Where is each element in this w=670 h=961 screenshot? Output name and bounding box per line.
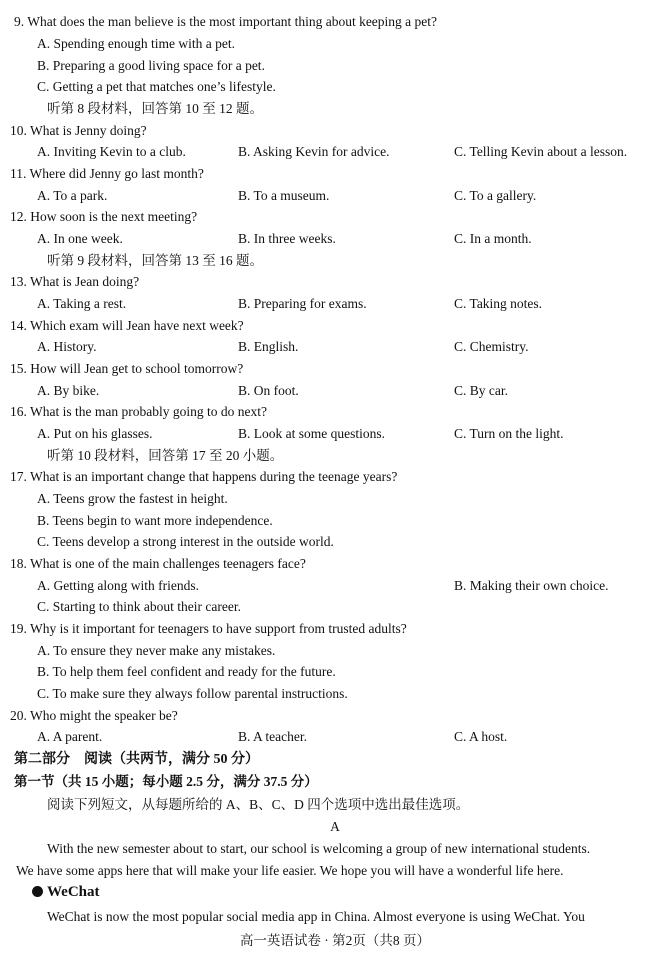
instruction-section-9: 听第 9 段材料，回答第 13 至 16 题。: [47, 253, 263, 268]
question-20-option-a: A. A parent.: [37, 729, 103, 744]
question-10-stem: 10. What is Jenny doing?: [10, 123, 147, 138]
question-20-option-c: C. A host.: [454, 729, 508, 744]
question-17-option-b: B. Teens begin to want more independence.: [37, 513, 273, 528]
question-11-stem: 11. Where did Jenny go last month?: [10, 166, 204, 181]
question-19-stem: 19. Why is it important for teenagers to have support from trusted adults?: [10, 621, 407, 636]
question-13-options: [0, 293, 670, 315]
question-18-options-row: [0, 575, 670, 597]
wechat-heading: [32, 882, 670, 904]
question-19-option-a: A. To ensure they never make any mistakes.: [37, 643, 276, 658]
question-11-option-c: C. To a gallery.: [454, 188, 537, 203]
question-16-option-b: B. Look at some questions.: [238, 426, 385, 441]
reading-instruction: 阅读下列短文，从每题所给的 A、B、C、D 四个选项中选出最佳选项。: [47, 797, 470, 812]
question-9-option-a: A. Spending enough time with a pet.: [37, 36, 235, 51]
wechat-paragraph-line-1: WeChat is now the most popular social media app in China. Almost everyone is using WeChat. You: [47, 909, 585, 924]
question-15-option-c: C. By car.: [454, 383, 508, 398]
instruction-section-10: 听第 10 段材料，回答第 17 至 20 小题。: [47, 448, 284, 463]
question-13-option-b: B. Preparing for exams.: [238, 296, 367, 311]
question-17-option-c: C. Teens develop a strong interest in the outside world.: [37, 534, 334, 549]
question-15-stem: 15. How will Jean get to school tomorrow?: [10, 361, 244, 376]
question-19-option-b: B. To help them feel confident and ready for the future.: [37, 664, 336, 679]
question-13-stem: 13. What is Jean doing?: [10, 274, 140, 289]
question-14-options: [0, 336, 670, 358]
page-footer: 高一英语试卷 · 第2页（共8 页）: [239, 933, 431, 948]
question-18-option-c: C. Starting to think about their career.: [37, 599, 241, 614]
question-20-stem: 20. Who might the speaker be?: [10, 708, 178, 723]
passage-label: A: [330, 819, 340, 834]
question-14-stem: 14. Which exam will Jean have next week?: [10, 318, 244, 333]
question-20-option-b: B. A teacher.: [238, 729, 307, 744]
question-10-options: [0, 141, 670, 163]
question-12-option-a: A. In one week.: [37, 231, 123, 246]
question-12-options: [0, 228, 670, 250]
question-18-option-b: B. Making their own choice.: [454, 578, 609, 593]
instruction-section-8: 听第 8 段材料，回答第 10 至 12 题。: [47, 101, 263, 116]
passage-paragraph-1-line-2: We have some apps here that will make your life easier. We hope you will have a wonderful life here.: [16, 863, 564, 878]
question-14-option-a: A. History.: [37, 339, 97, 354]
section-1-title: 第一节（共 15 小题；每小题 2.5 分，满分 37.5 分）: [14, 774, 318, 789]
question-12-stem: 12. How soon is the next meeting?: [10, 209, 198, 224]
question-16-options: [0, 423, 670, 445]
question-17-option-a: A. Teens grow the fastest in height.: [37, 491, 228, 506]
question-20-options: [0, 726, 670, 748]
passage-paragraph-1-line-1: With the new semester about to start, our school is welcoming a group of new international students.: [47, 841, 591, 856]
question-9-stem: [14, 11, 670, 33]
question-19-option-c: C. To make sure they always follow parental instructions.: [37, 686, 348, 701]
question-14-option-c: C. Chemistry.: [454, 339, 529, 354]
question-12-option-c: C. In a month.: [454, 231, 532, 246]
question-13-option-a: A. Taking a rest.: [37, 296, 127, 311]
question-11-option-b: B. To a museum.: [238, 188, 330, 203]
question-9-option-c: C. Getting a pet that matches one’s lifestyle.: [37, 79, 276, 94]
question-9-option-b: B. Preparing a good living space for a pet.: [37, 58, 265, 73]
question-18-option-a: A. Getting along with friends.: [37, 578, 199, 593]
question-10-option-a: A. Inviting Kevin to a club.: [37, 144, 186, 159]
question-9-text: What does the man believe is the most important thing about keeping a pet?: [27, 14, 438, 29]
question-16-stem: 16. What is the man probably going to do next?: [10, 404, 267, 419]
question-10-option-c: C. Telling Kevin about a lesson.: [454, 144, 628, 159]
question-16-option-a: A. Put on his glasses.: [37, 426, 153, 441]
question-15-option-a: A. By bike.: [37, 383, 100, 398]
question-11-options: [0, 185, 670, 207]
question-10-option-b: B. Asking Kevin for advice.: [238, 144, 390, 159]
part-2-title: 第二部分 阅读（共两节，满分 50 分）: [14, 752, 259, 767]
question-14-option-b: B. English.: [238, 339, 299, 354]
bullet-icon: [32, 886, 43, 897]
question-16-option-c: C. Turn on the light.: [454, 426, 564, 441]
question-11-option-a: A. To a park.: [37, 188, 108, 203]
question-12-option-b: B. In three weeks.: [238, 231, 336, 246]
question-15-option-b: B. On foot.: [238, 383, 299, 398]
question-13-option-c: C. Taking notes.: [454, 296, 543, 311]
question-18-stem: 18. What is one of the main challenges teenagers face?: [10, 556, 306, 571]
wechat-heading-text: WeChat: [47, 884, 100, 900]
question-15-options: [0, 380, 670, 402]
question-9-number: 9.: [14, 14, 25, 29]
question-17-stem: 17. What is an important change that happens during the teenage years?: [10, 469, 398, 484]
